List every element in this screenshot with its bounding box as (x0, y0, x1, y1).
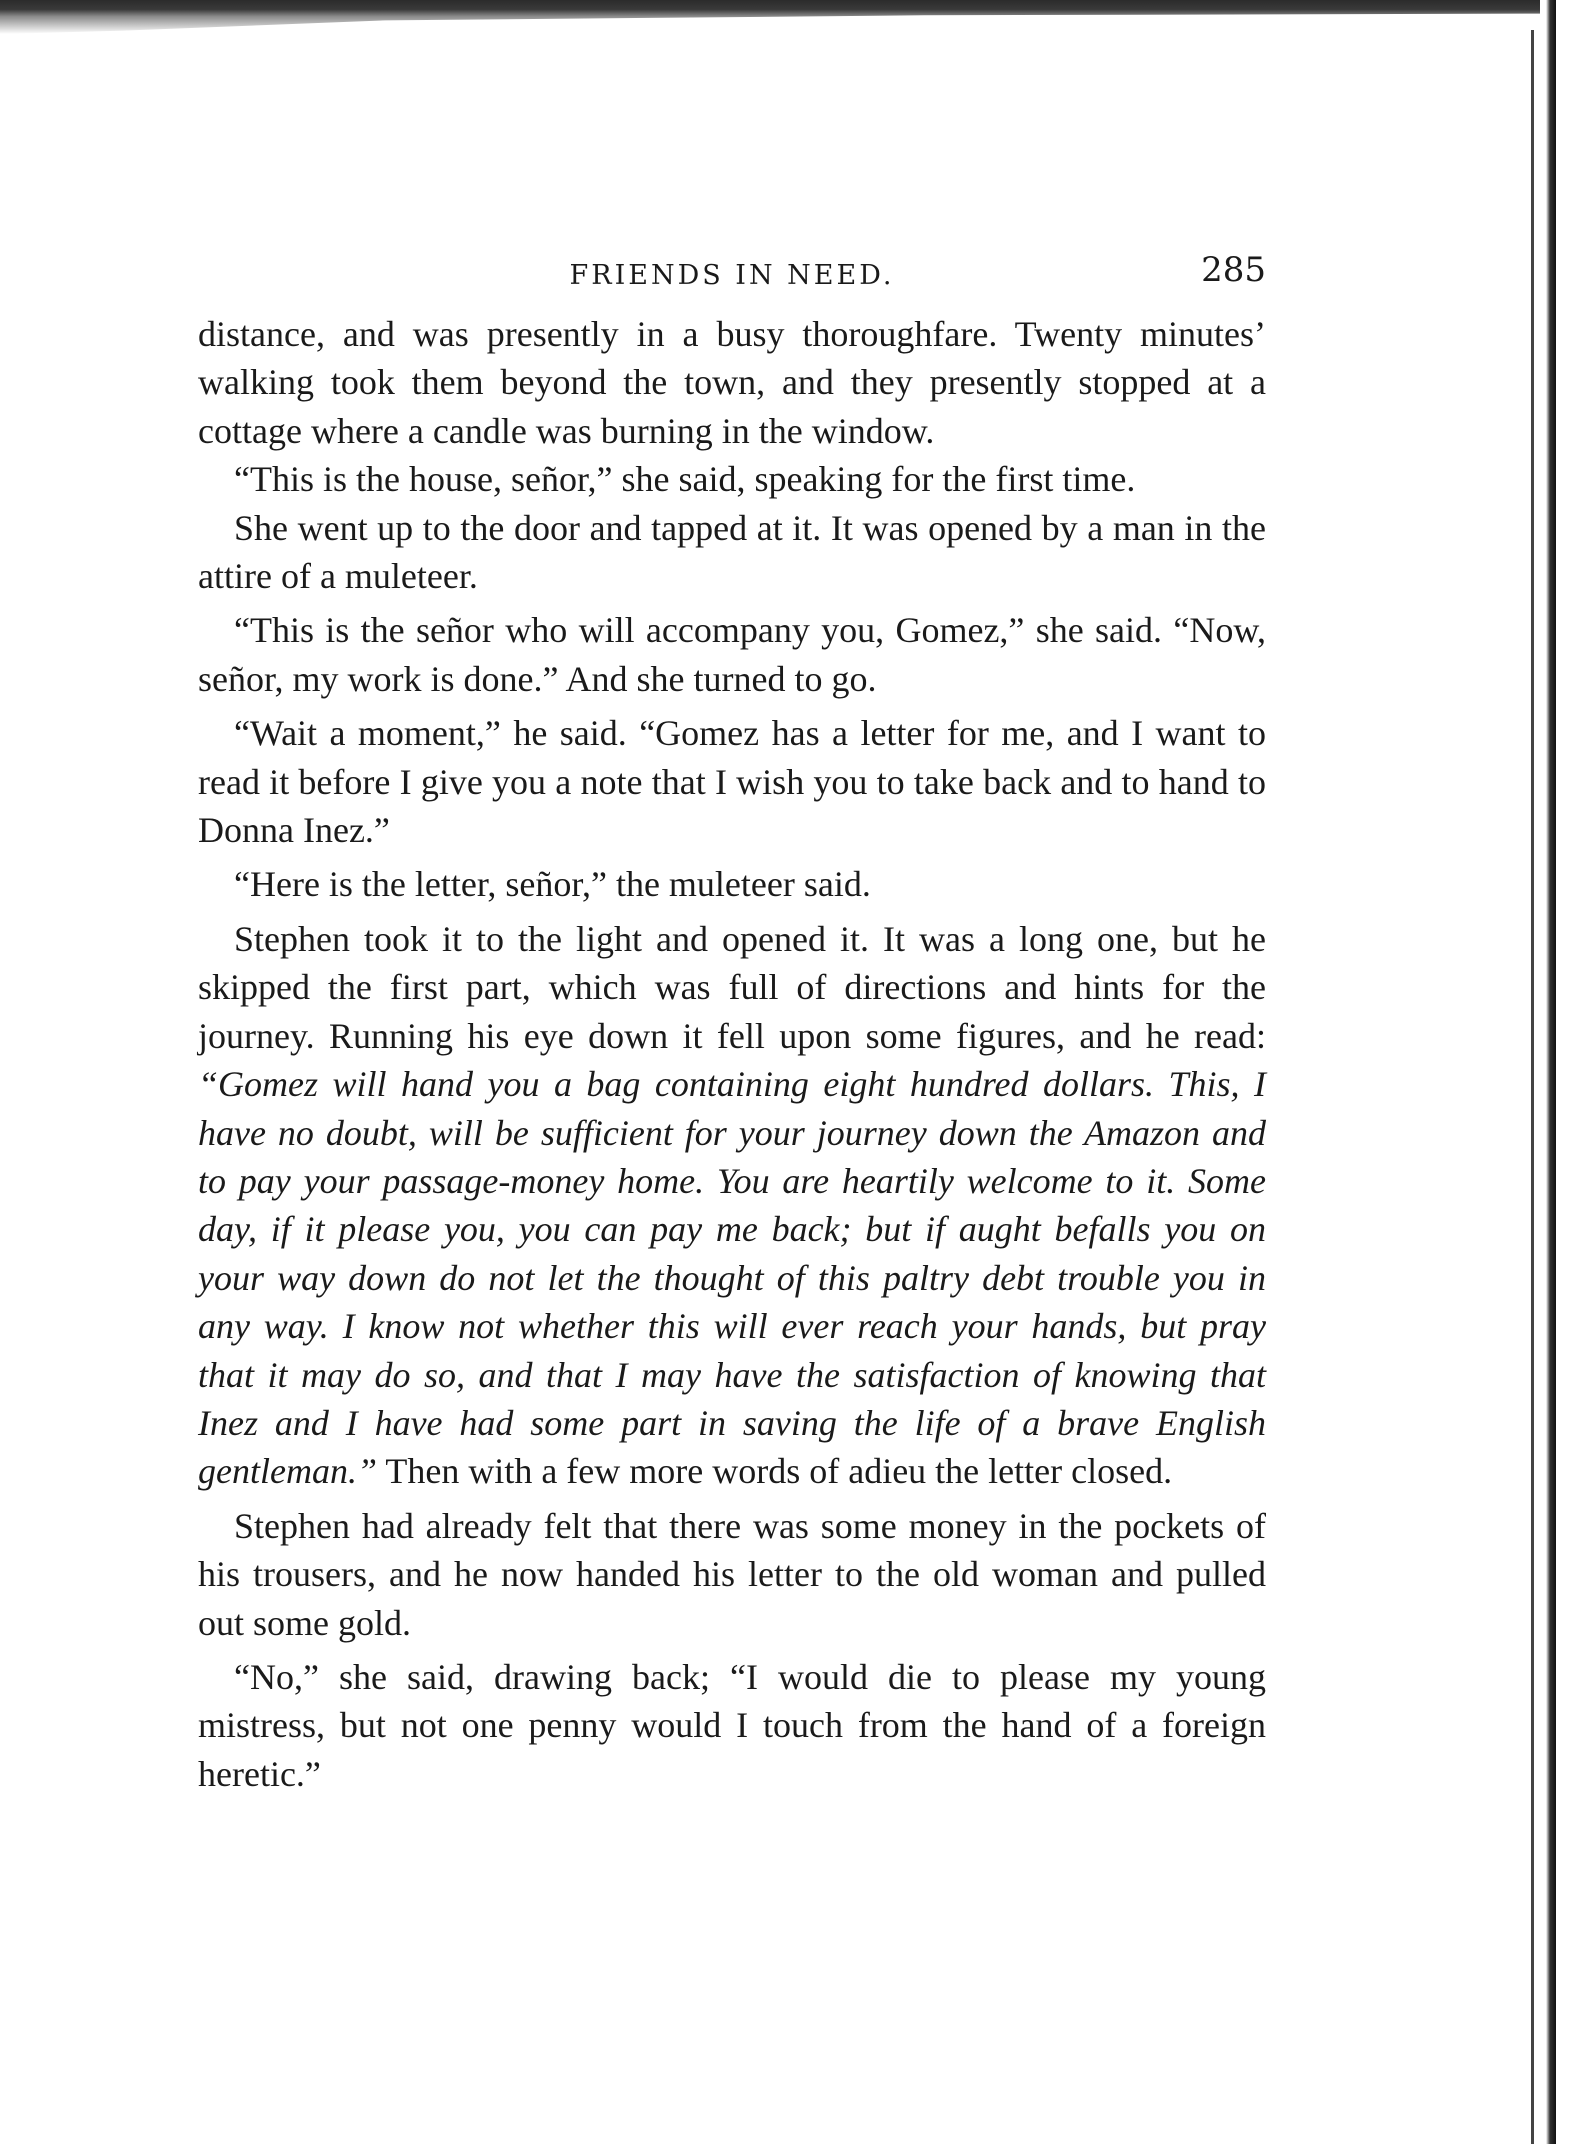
scan-edge-line (1531, 30, 1534, 2144)
paragraph-4: “This is the señor who will accompany you, Gomez,” she said. “Now, señor, my work is done.” And she turned to go. (198, 610, 1266, 699)
paragraph-6: “Here is the letter, señor,” the muleteer said. (234, 864, 871, 905)
paragraph-9: “No,” she said, drawing back; “I would die to please my young mistress, but not one penny would I touch from the hand of a foreign heretic.” (198, 1656, 1266, 1794)
book-page (198, 240, 1266, 1798)
paragraph-1: distance, and was presently in a busy thoroughfare. Twenty minutes’ walking took them beyond the town, and they presently stopped at a cottage where a candle was burning in the window. (198, 314, 1266, 451)
body-text (198, 310, 1266, 1798)
paragraph-5: “Wait a moment,” he said. “Gomez has a letter for me, and I want to read it before I give you a note that I wish you to take back and to hand to Donna Inez.” (198, 713, 1266, 851)
page-number: 285 (1201, 250, 1266, 290)
paragraph-8: Stephen had already felt that there was some money in the pockets of his trousers, and he now handed his letter to the old woman and pulled out some gold. (198, 1505, 1266, 1643)
letter-intro: Stephen took it to the light and opened it. It was a long one, but he skipped the first part, which was full of directions and hints for the journey. Running his eye down it fell upon some figures, and he read: (198, 918, 1266, 1056)
scan-edge-top (0, 0, 1540, 34)
scan-edge-right (1546, 0, 1556, 2144)
letter-outro: Then with a few more words of adieu the letter closed. (385, 1451, 1173, 1492)
running-title: FRIENDS IN NEED. (569, 260, 895, 291)
paragraph-3: She went up to the door and tapped at it. It was opened by a man in the attire of a muleteer. (198, 507, 1266, 597)
letter-quote: “Gomez will hand you a bag containing eight hundred dollars. This, I have no doubt, will be sufficient for your journey down the Amazon and to pay your passage-money home. You are heartily welcome to it. Some day, if it please you, you can pay me back; but if aught befalls you on your way down do not let the thought of this paltry debt trouble you in any way. I know not whether this will ever reach your hands, but pray that it may do so, and that I may have the satisfaction of knowing that Inez and I have had some part in saving the life of a brave English gentleman.” (198, 1064, 1266, 1492)
running-head (198, 240, 1266, 300)
letter-paragraph (198, 915, 1266, 1496)
paragraph-2: “This is the house, señor,” she said, speaking for the first time. (234, 459, 1136, 500)
